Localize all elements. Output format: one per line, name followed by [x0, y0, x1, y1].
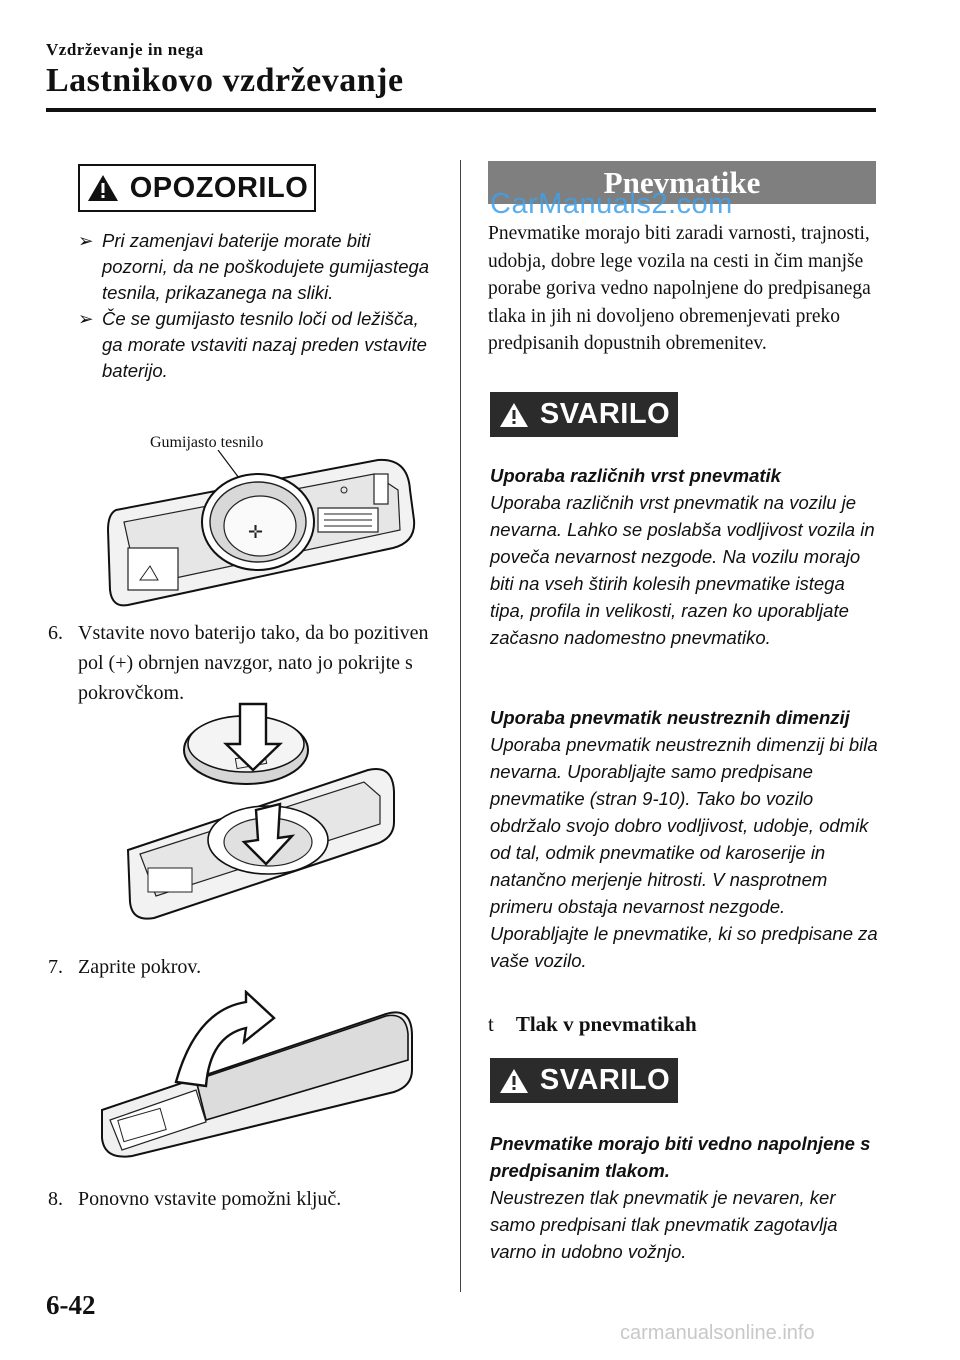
section-banner: Pnevmatike — [488, 161, 876, 204]
caution-title: Uporaba pnevmatik neustreznih dimenzij — [490, 707, 850, 728]
column-divider — [460, 160, 461, 1292]
svg-text:✛: ✛ — [248, 522, 264, 543]
step-7: 7. Zaprite pokrov. — [48, 956, 202, 978]
warning-triangle-icon — [86, 173, 120, 203]
caution-title: Pnevmatike morajo biti vedno napolnjene s predpisanim tlakom. — [490, 1133, 871, 1181]
caution-body: Neustrezen tlak pnevmatik je nevaren, ker samo predpisani tlak pnevmatik zagotavlja varno in udobno vožnjo. — [490, 1187, 838, 1262]
caution-block-2 — [490, 704, 880, 974]
caution-block-1 — [490, 462, 880, 651]
footer-watermark: carmanualsonline.info — [620, 1322, 815, 1344]
close-cover-illustration — [96, 990, 416, 1160]
caution-label: SVARILO — [539, 398, 671, 430]
caution-box-1 — [490, 392, 678, 437]
intro-paragraph: Pnevmatike morajo biti zaradi varnosti, trajnosti, udobja, dobre lege vozila na cesti in čim manjše porabe goriva vedno napolnjene do predpisanega tlaka in jih ni dovoljeno obremenjevati preko predpisanih dopustnih obremenitev. — [488, 223, 871, 354]
bullet-mark: t — [488, 1012, 494, 1036]
figure-caption: Gumijasto tesnilo — [150, 434, 264, 451]
watermark-text: CarManuals2.com — [490, 188, 733, 220]
warning-list — [78, 228, 438, 384]
caution-body: Uporaba pnevmatik neustreznih dimenzij bi bila nevarna. Uporabljajte samo predpisane pnevmatike (stran 9-10). Tako bo vozilo obdržalo svojo dobro vodljivost, udobje, odmik od tal, odmik pnevmatike od karoserije in natančno merjenje hitrosti. V nasprotnem primeru obstaja nevarnost nezgode. Uporabljajte le pnevmatike, ki so predpisane za vaše vozilo. — [490, 734, 878, 971]
arrow-bullet-icon: ➢ — [78, 308, 94, 329]
warning-item: ➢ Če se gumijasto tesnilo loči od ležišča, ga morate vstaviti nazaj preden vstavite baterijo. — [78, 308, 427, 381]
caution-box-2 — [490, 1058, 678, 1103]
header-rule — [46, 108, 876, 112]
page-number: 6-42 — [46, 1290, 96, 1320]
arrow-bullet-icon: ➢ — [78, 230, 94, 251]
insert-battery-illustration — [118, 700, 396, 922]
warning-triangle-icon — [498, 1067, 530, 1095]
step-6: 6. Vstavite novo baterijo tako, da bo pozitiven pol (+) obrnjen navzgor, nato jo pokrijte s pokrovčkom. — [48, 622, 429, 704]
subsection-heading: t Tlak v pnevmatikah — [488, 1012, 697, 1036]
warning-triangle-icon — [498, 401, 530, 429]
step-8: 8. Ponovno vstavite pomožni ključ. — [48, 1188, 342, 1210]
caution-block-3 — [490, 1130, 880, 1265]
key-open-seal-illustration — [98, 450, 418, 610]
caution-label: SVARILO — [539, 1064, 671, 1096]
warning-box — [78, 164, 316, 212]
section-label: Vzdrževanje in nega — [46, 40, 204, 59]
chapter-title: Lastnikovo vzdrževanje — [46, 62, 404, 99]
warning-label: OPOZORILO — [129, 171, 309, 204]
caution-title: Uporaba različnih vrst pnevmatik — [490, 465, 781, 486]
caution-body: Uporaba različnih vrst pnevmatik na vozilu je nevarna. Lahko se poslabša vodljivost vozila in poveča nevarnost nezgode. Na vozilu morajo biti na vseh štirih kolesih pnevmatike istega tipa, profila in velikosti, razen ko uporabljate začasno nadomestno pnevmatiko. — [490, 492, 875, 648]
warning-item: ➢ Pri zamenjavi baterije morate biti pozorni, da ne poškodujete gumijastega tesnila, prikazanega na sliki. — [78, 230, 430, 303]
